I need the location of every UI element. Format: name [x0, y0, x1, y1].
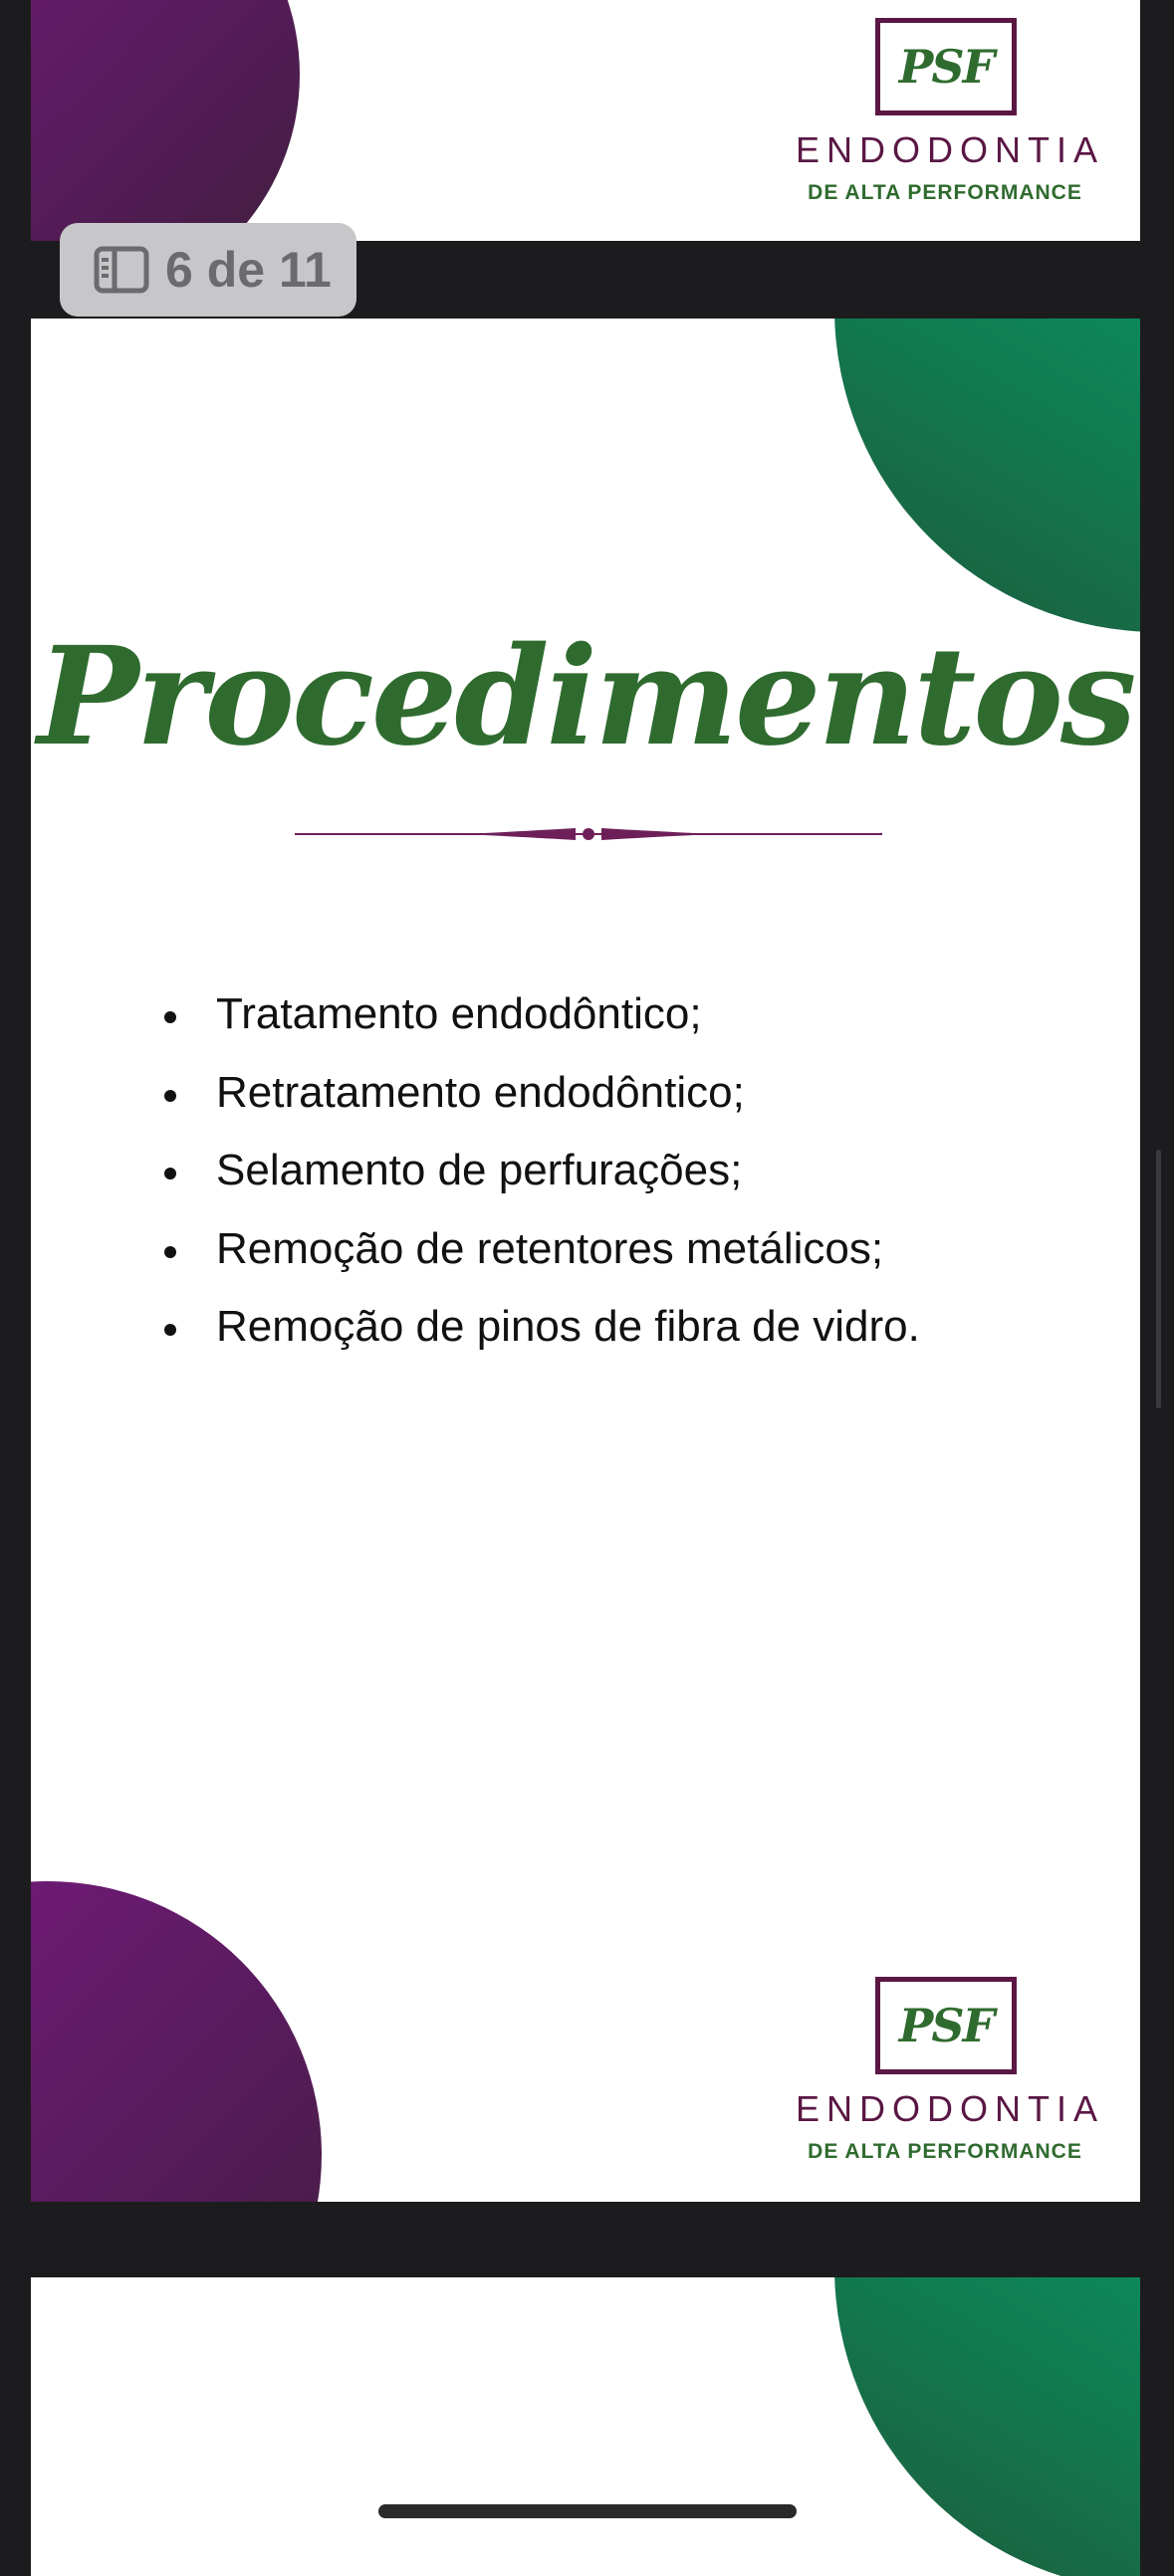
logo	[796, 1977, 1105, 2176]
home-indicator[interactable]	[378, 2504, 797, 2518]
decorative-purple-circle	[31, 1881, 322, 2202]
scrollbar[interactable]	[1156, 1150, 1161, 1408]
document-page-5[interactable]	[31, 0, 1140, 241]
document-page-6[interactable]	[31, 319, 1140, 2202]
list-item: Remoção de retentores metálicos;	[160, 1210, 920, 1289]
decorative-green-circle	[834, 2277, 1140, 2576]
list-item: Retratamento endodôntico;	[160, 1054, 920, 1133]
slide-title: Procedimentos	[37, 617, 1134, 776]
logo	[796, 18, 1105, 217]
decorative-purple-circle	[31, 0, 300, 241]
page-indicator-badge[interactable]	[60, 223, 356, 317]
document-page-7[interactable]	[31, 2277, 1140, 2576]
logo-mark: PSF	[875, 18, 1017, 115]
logo-wordmark: ENDODONTIA	[796, 2088, 1105, 2129]
sidebar-icon	[94, 246, 149, 294]
list-item: Remoção de pinos de fibra de vidro.	[160, 1288, 920, 1367]
logo-tagline: DE ALTA PERFORMANCE	[808, 181, 1082, 204]
procedures-list	[160, 975, 920, 1367]
logo-tagline: DE ALTA PERFORMANCE	[808, 2140, 1082, 2163]
logo-wordmark: ENDODONTIA	[796, 129, 1105, 170]
list-item: Tratamento endodôntico;	[160, 975, 920, 1054]
list-item: Selamento de perfurações;	[160, 1132, 920, 1210]
decorative-green-circle	[834, 319, 1140, 632]
logo-mark: PSF	[875, 1977, 1017, 2074]
page-indicator-text: 6 de 11	[165, 242, 332, 298]
ornamental-divider	[295, 821, 882, 847]
